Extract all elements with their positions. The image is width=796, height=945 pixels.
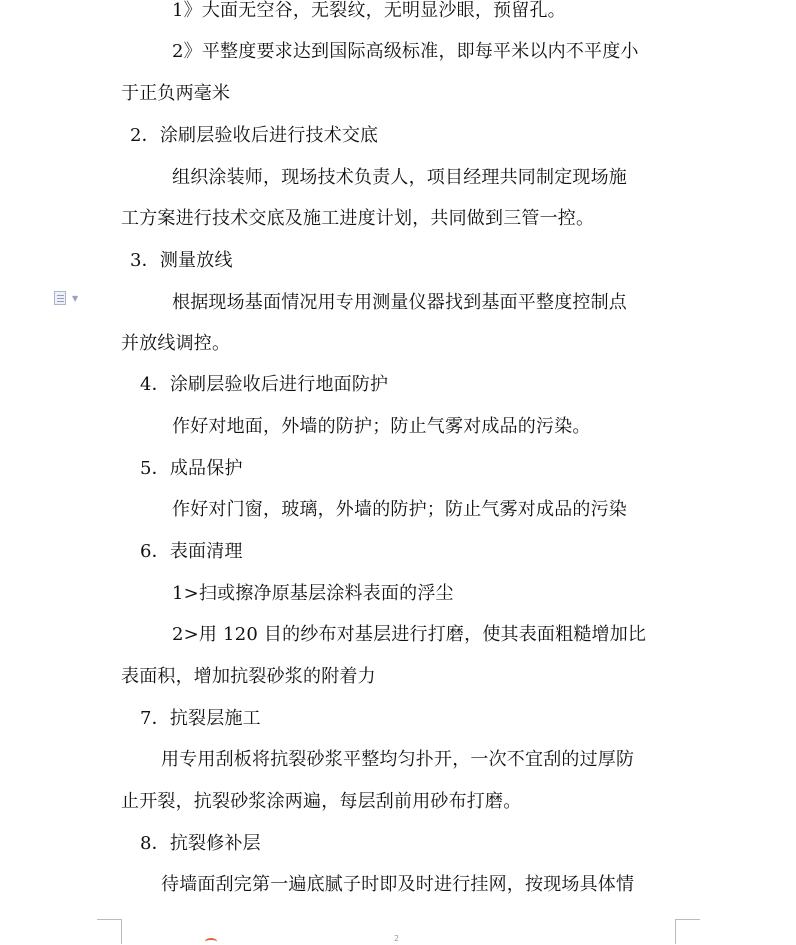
dropdown-caret-icon[interactable]: ▼ [72, 294, 79, 303]
text-line: 1>扫或擦净原基层涂料表面的浮尘 [172, 583, 454, 604]
page-corner-mark-left [97, 919, 122, 944]
text-line: 2》平整度要求达到国际高级标准，即每平米以内不平度小 [172, 41, 639, 62]
text-line: 根据现场基面情况用专用测量仪器找到基面平整度控制点 [172, 292, 627, 313]
section-heading: 8．抗裂修补层 [140, 833, 261, 854]
section-heading: 2．涂刷层验收后进行技术交底 [130, 125, 379, 146]
section-heading: 6．表面清理 [140, 541, 243, 562]
section-heading: 7．抗裂层施工 [140, 708, 261, 729]
text-line: 并放线调控。 [121, 333, 231, 354]
text-line: 工方案进行技术交底及施工进度计划，共同做到三管一控。 [121, 208, 595, 229]
text-line: 作好对门窗，玻璃，外墙的防护；防止气雾对成品的污染 [172, 499, 627, 520]
text-line: 止开裂，抗裂砂浆涂两遍，每层刮前用砂布打磨。 [121, 791, 522, 812]
text-line: 组织涂装师，现场技术负责人，项目经理共同制定现场施 [172, 167, 627, 188]
text-line: 于正负两毫米 [121, 83, 231, 104]
section-heading: 5．成品保护 [140, 458, 243, 479]
document-icon[interactable] [54, 291, 66, 305]
red-underline-mark [205, 938, 217, 945]
text-line: 2>用 120 目的纱布对基层进行打磨，使其表面粗糙增加比 [172, 624, 647, 645]
page-number: 2 [394, 934, 400, 943]
section-heading: 4．涂刷层验收后进行地面防护 [140, 374, 389, 395]
text-line: 表面积，增加抗裂砂浆的附着力 [121, 666, 376, 687]
text-line: 用专用刮板将抗裂砂浆平整均匀扑开，一次不宜刮的过厚防 [161, 749, 635, 770]
text-line: 作好对地面，外墙的防护；防止气雾对成品的污染。 [172, 416, 591, 437]
text-line: 1》大面无空谷，无裂纹，无明显沙眼，预留孔。 [172, 0, 566, 21]
section-heading: 3．测量放线 [130, 250, 233, 271]
text-line: 待墙面刮完第一遍底腻子时即及时进行挂网，按现场具体情 [161, 874, 635, 895]
page-corner-mark-right [675, 919, 700, 944]
